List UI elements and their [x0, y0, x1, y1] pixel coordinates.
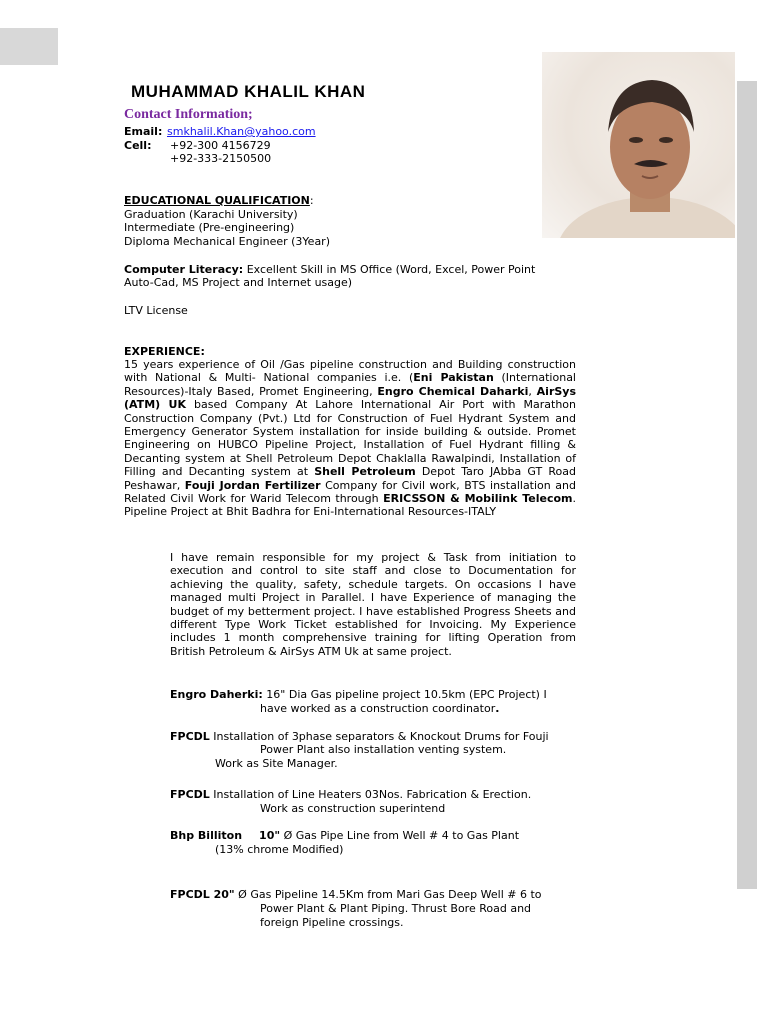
profile-photo — [542, 52, 735, 238]
project-label: Bhp Billiton — [170, 829, 243, 842]
computer-literacy-text-2: Auto-Cad, MS Project and Internet usage) — [124, 276, 353, 289]
project-text: have worked as a construction coordinator — [260, 702, 496, 715]
project-entry — [170, 829, 519, 842]
education-heading-row — [124, 194, 314, 207]
company-name: Engro Chemical Daharki — [377, 384, 529, 398]
cell-number-2: +92-333-2150500 — [170, 152, 272, 165]
project-entry — [170, 888, 576, 901]
project-size: 10" — [259, 829, 281, 842]
project-text-line: Power Plant & Plant Piping. Thrust Bore Road and — [260, 902, 532, 915]
project-text-line: foreign Pipeline crossings. — [260, 916, 404, 929]
email-row — [124, 125, 316, 138]
project-text: Ø Gas Pipeline 14.5Km from Mari Gas Deep Well # 6 to — [234, 888, 542, 901]
education-item: Intermediate (Pre-engineering) — [124, 221, 295, 234]
education-item: Graduation (Karachi University) — [124, 208, 298, 221]
project-entry — [170, 788, 531, 801]
project-label: FPCDL 20" — [170, 888, 235, 901]
company-name: Fouji Jordan Fertilizer — [184, 478, 321, 492]
project-text-end: . — [495, 702, 500, 715]
company-name: ERICSSON & Mobilink Telecom — [383, 492, 573, 506]
cell-label: Cell: — [124, 139, 152, 152]
project-entry — [170, 688, 547, 701]
project-text: Installation of 3phase separators & Knockout Drums for Fouji — [209, 730, 549, 743]
computer-literacy-text: Excellent Skill in MS Office (Word, Excel, Power Point — [246, 263, 536, 276]
company-name: Shell Petroleum — [314, 465, 416, 479]
email-label: Email: — [124, 125, 163, 138]
cell-row — [124, 139, 271, 152]
project-text: Ø Gas Pipe Line from Well # 4 to Gas Plant — [280, 829, 520, 842]
project-text-line — [260, 702, 499, 715]
project-text-line: Work as Site Manager. — [215, 757, 338, 770]
computer-literacy-row — [124, 263, 535, 276]
company-name: AirSys (ATM) UK — [124, 384, 577, 412]
experience-text: 15 years experience of Oil /Gas pipeline construction and Building construction with National & Multi- National companies i.e. ( — [124, 358, 576, 385]
project-label: FPCDL — [170, 730, 210, 743]
vertical-scrollbar[interactable] — [737, 81, 757, 889]
experience-paragraph — [124, 358, 576, 519]
license-text: LTV License — [124, 304, 188, 317]
experience-text: based Company At Lahore International Air Port with Marathon Construction Company (Pvt.) Ltd for Construction of Fuel Hydrant System and Emergency Generator System installation for inside building & outside. Promet Engineering on HUBCO Pipeline Project, Installation of Fuel Hydrant filling & Decanting system at Shell Petroleum Depot Chaklalla Rawalpindi, Installation of Filling and Decanting system at — [124, 398, 576, 479]
experience-heading: EXPERIENCE: — [124, 345, 205, 358]
project-text: Installation of Line Heaters 03Nos. Fabrication & Erection. — [209, 788, 532, 801]
candidate-name: MUHAMMAD KHALIL KHAN — [131, 82, 366, 101]
cell-number-1: +92-300 4156729 — [170, 139, 271, 152]
project-text-line: Power Plant also installation venting system. — [260, 743, 507, 756]
project-label: FPCDL — [170, 788, 210, 801]
responsibility-paragraph: I have remain responsible for my project & Task from initiation to execution and control to site staff and close to Documentation for achieving the quality, safety, schedule targets. On occasions I have managed multi Project in Parallel. I have Experience of managing the budget of my betterment project. I have established Progress Sheets and different Type Work Ticket established for Invoicing. My Experience includes 1 month comprehensive training for lifting Operation from British Petroleum & AirSys ATM Uk at same project. — [170, 551, 576, 658]
project-text-line: (13% chrome Modified) — [215, 843, 344, 856]
project-text: 16" Dia Gas pipeline project 10.5km (EPC Project) I — [262, 688, 547, 701]
experience-text: , — [528, 384, 537, 398]
education-heading: EDUCATIONAL QUALIFICATION — [124, 194, 310, 207]
project-text-line: Work as construction superintend — [260, 802, 446, 815]
company-name: Eni Pakistan — [413, 371, 494, 385]
contact-heading: Contact Information; — [124, 107, 253, 122]
experience-text: . Pipeline Project at Bhit Badhra for Eni-International Resources-ITALY — [124, 492, 576, 519]
education-heading-colon: : — [309, 194, 314, 207]
experience-text: Depot Taro JAbba GT Road Peshawar, — [124, 465, 576, 492]
computer-literacy-label: Computer Literacy: — [124, 263, 244, 276]
project-entry — [170, 730, 549, 743]
project-label: Engro Daherki: — [170, 688, 263, 701]
gray-placeholder-box — [0, 28, 58, 65]
experience-text: Company for Civil work, BTS installation and Related Civil Work for Warid Telecom through — [124, 478, 576, 506]
email-link[interactable]: smkhalil.Khan@yahoo.com — [167, 125, 316, 138]
education-item: Diploma Mechanical Engineer (3Year) — [124, 235, 330, 248]
experience-text: (International Resources)-Italy Based, Promet Engineering, — [124, 371, 576, 398]
portrait-illustration — [542, 52, 735, 238]
